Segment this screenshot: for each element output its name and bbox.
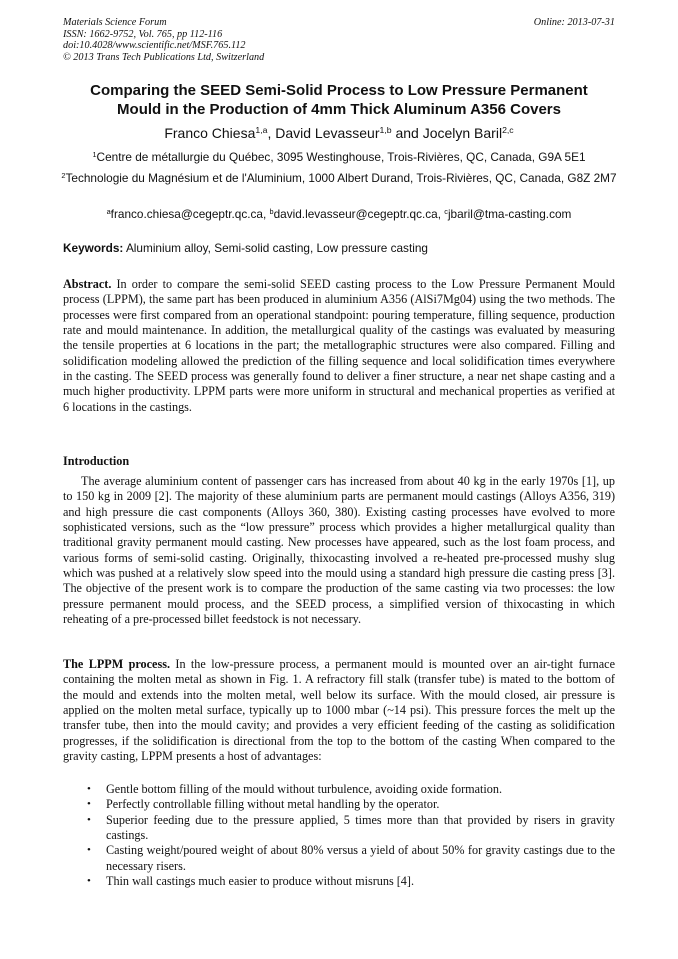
list-item-text: Thin wall castings much easier to produce without misruns [4]. (106, 874, 415, 889)
author-2: David Levasseur (275, 125, 380, 141)
bullet-icon: • (87, 783, 91, 795)
author-emails (40, 207, 638, 222)
affiliation-2 (40, 171, 638, 187)
journal-header (63, 17, 615, 63)
list-item-text: Gentle bottom filling of the mould without turbulence, avoiding oxide formation. (106, 782, 503, 796)
affiliation-1-text: Centre de métallurgie du Québec, 3095 Westinghouse, Trois-Rivières, QC, Canada, G9A 5E1 (96, 150, 586, 164)
bullet-icon: • (87, 875, 91, 888)
list-item (63, 782, 615, 797)
online-date: Online: 2013-07-31 (533, 17, 615, 28)
bullet-icon: • (87, 798, 91, 811)
list-item-text: Casting weight/poured weight of about 80% versus a yield of about 50% for gravity castings due to the necessary risers. (106, 843, 615, 873)
affiliation-2-text: Technologie du Magnésium et de l'Aluminium, 1000 Albert Durand, Trois-Rivières, QC, Canada, G8Z 2M7 (65, 171, 617, 185)
list-item-text: Perfectly controllable filling without metal handling by the operator. (106, 797, 440, 812)
list-item-text: Superior feeding due to the pressure applied, 5 times more than that provided by risers in gravity castings. (106, 812, 615, 843)
journal-name: Materials Science Forum (63, 17, 167, 28)
author-separator: , (267, 125, 276, 141)
abstract (63, 277, 615, 415)
lppm-paragraph (63, 657, 615, 764)
email-a[interactable]: franco.chiesa@cegeptr.qc.ca, (110, 207, 270, 221)
journal-info (63, 17, 615, 63)
introduction-heading: Introduction (63, 454, 130, 468)
abstract-label: Abstract. (63, 277, 112, 291)
advantages-list (63, 782, 615, 889)
keywords-text: Aluminium alloy, Semi-solid casting, Low pressure casting (123, 241, 428, 255)
keywords-label: Keywords: (63, 241, 124, 255)
affiliation-1 (40, 150, 638, 166)
list-item (63, 874, 615, 889)
author-2-sup: 1,b (379, 125, 392, 136)
list-item (63, 813, 615, 844)
affiliation-1-sup: 1 (92, 149, 97, 159)
bullet-icon: • (87, 813, 91, 826)
email-c-sup: c (444, 206, 448, 216)
author-1-sup: 1,a (255, 125, 268, 136)
author-1: Franco Chiesa (164, 125, 256, 141)
author-3-sup: 2,c (502, 125, 514, 136)
author-3: Jocelyn Baril (422, 125, 503, 141)
keywords (63, 241, 615, 256)
author-list (40, 124, 638, 142)
journal-doi[interactable]: doi:10.4028/www.scientific.net/MSF.765.112 (63, 40, 246, 52)
email-a-sup: a (106, 206, 111, 216)
email-c[interactable]: jbaril@tma-casting.com (447, 207, 572, 221)
list-item (63, 797, 615, 812)
bullet-icon: • (87, 844, 91, 857)
list-item (63, 843, 615, 874)
paper-title (40, 81, 638, 119)
author-separator: and (391, 125, 423, 141)
lppm-label: The LPPM process. (63, 657, 171, 671)
affiliation-2-sup: 2 (61, 170, 66, 180)
introduction-paragraph: The average aluminium content of passenger cars has increased from about 40 kg in the early 1970s [1], up to 150 kg in 2009 [2]. The majority of these aluminium parts are permanent mould castings (Alloys A356, 319) and high pressure die cast components (Alloys 360, 380). Existing casting processes have evolved to more sophisticated versions, such as the “low pressure” process which provides a higher metallurgical quality than traditional gravity permanent mould casting. New processes have appeared, such as the lost foam process, and various forms of semi-solid casting. Originally, thixocasting involved a re-heated pre-processed mushy slug which was pushed at a relatively slow speed into the mould using a standard high pressure die casting press [3]. The objective of the present work is to compare the production of the same casting via two processes: the low pressure permanent mould process, and the SEED process, a simplified version of thixocasting in which reheating of a pre-processed billet feedstock is not necessary. (63, 474, 615, 627)
lppm-text: In the low-pressure process, a permanent mould is mounted over an air-tight furnace containing the molten metal as shown in Fig. 1. A refractory fill stalk (transfer tube) is mated to the bottom of the mould and extends into the molten metal, well below its surface. With the mould closed, air pressure is applied on the molten metal surface, typically up to 1000 mbar (~14 psi). This pressure forces the melt up the transfer tube, then into the mould cavity; and provides a very efficient feeding of the casting as solidification progresses, if the solidification is directional from the top to the bottom of the casting When compared to the gravity casting, LPPM presents a host of advantages: (63, 657, 615, 764)
journal-issn: ISSN: 1662-9752, Vol. 765, pp 112-116 (63, 28, 223, 40)
abstract-text: In order to compare the semi-solid SEED casting process to the Low Pressure Permanent Mould process (LPPM), the same part has been produced in aluminium A356 (AlSi7Mg04) using the two methods. The processes were first compared from an operational standpoint: pouring temperature, filling sequence, production rate and mould maintenance. In addition, the metallurgical quality of the castings was evaluated by measuring the tensile properties at 6 locations in the part; the metallographic structures were also compared. Filling and solidification modeling allowed the prediction of the filling sequence and local solidification times everywhere in the casting. The SEED process was generally found to deliver a finer structure, a near net shape casting and a much higher productivity. LPPM parts were more uniform in structural and mechanical properties as verified at 6 locations in the castings. (63, 277, 615, 414)
title-line-2: Mould in the Production of 4mm Thick Aluminum A356 Covers (117, 101, 561, 118)
title-line-1: Comparing the SEED Semi-Solid Process to Low Pressure Permanent (90, 82, 588, 99)
email-b-sup: b (269, 206, 274, 216)
journal-copyright: © 2013 Trans Tech Publications Ltd, Switzerland (63, 51, 265, 63)
email-b[interactable]: david.levasseur@cegeptr.qc.ca, (273, 207, 445, 221)
